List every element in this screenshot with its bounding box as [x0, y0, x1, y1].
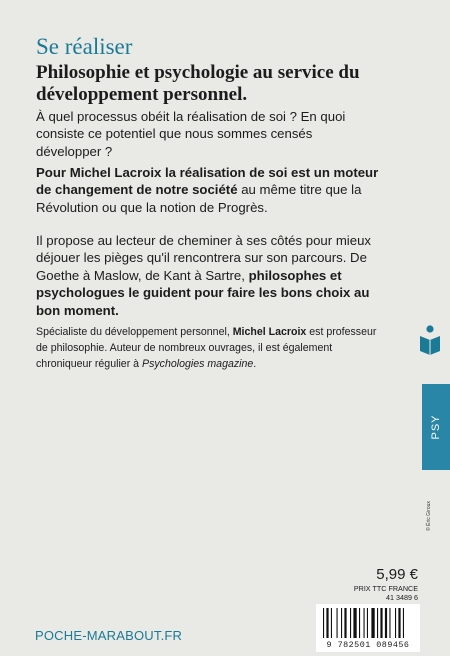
barcode: [316, 604, 420, 652]
thesis-bold: Pour Michel Lacroix la réalisation de soi est un moteur de changement de notre société: [36, 165, 379, 198]
bio-mid: est professeur de philosophie. Auteur de nombreux ouvrages, il est également chroniqueur régulier à: [36, 326, 377, 370]
intro-questions: À quel processus obéit la réalisation de soi ? En quoi consiste ce potentiel que nous sommes censés développer ?: [36, 109, 346, 159]
photo-credit: [426, 496, 432, 536]
barcode-digits: 9 782501 089456: [326, 640, 410, 650]
paragraph-thesis: [36, 164, 381, 216]
barcode-icon: [322, 608, 414, 640]
book-reader-icon: [420, 325, 440, 355]
price-label: PRIX TTC FRANCE: [353, 584, 418, 593]
category-tab: [422, 384, 450, 470]
bio-start: Spécialiste du développement personnel,: [36, 326, 233, 338]
publisher-website[interactable]: POCHE-MARABOUT.FR: [35, 628, 183, 643]
book-subtitle: Philosophie et psychologie au service du développement personnel.: [36, 62, 360, 105]
product-code: 41 3489 6: [386, 593, 418, 602]
bio-end: .: [253, 358, 257, 370]
price: 5,99 €: [376, 566, 418, 583]
photo-credit-text: © Éric Giroux: [426, 501, 432, 531]
book-title: Se réaliser: [36, 34, 133, 59]
journey-bold: philosophes et psychologues le guident pour faire les bons choix au bon moment.: [36, 267, 370, 318]
magazine-name: Psychologies magazine: [142, 358, 254, 370]
author-name: Michel Lacroix: [232, 326, 307, 338]
thesis-rest: au même titre que la Révolution ou que la notion de Progrès.: [36, 182, 362, 215]
author-bio: [36, 324, 386, 372]
paragraph-journey: [36, 232, 381, 319]
category-label: PSY: [430, 414, 442, 440]
journey-text: Il propose au lecteur de cheminer à ses côtés pour mieux déjouer les pièges qu'il rencontrera sur son parcours. De Goethe à Maslow, de Kant à Sartre,: [36, 233, 371, 283]
